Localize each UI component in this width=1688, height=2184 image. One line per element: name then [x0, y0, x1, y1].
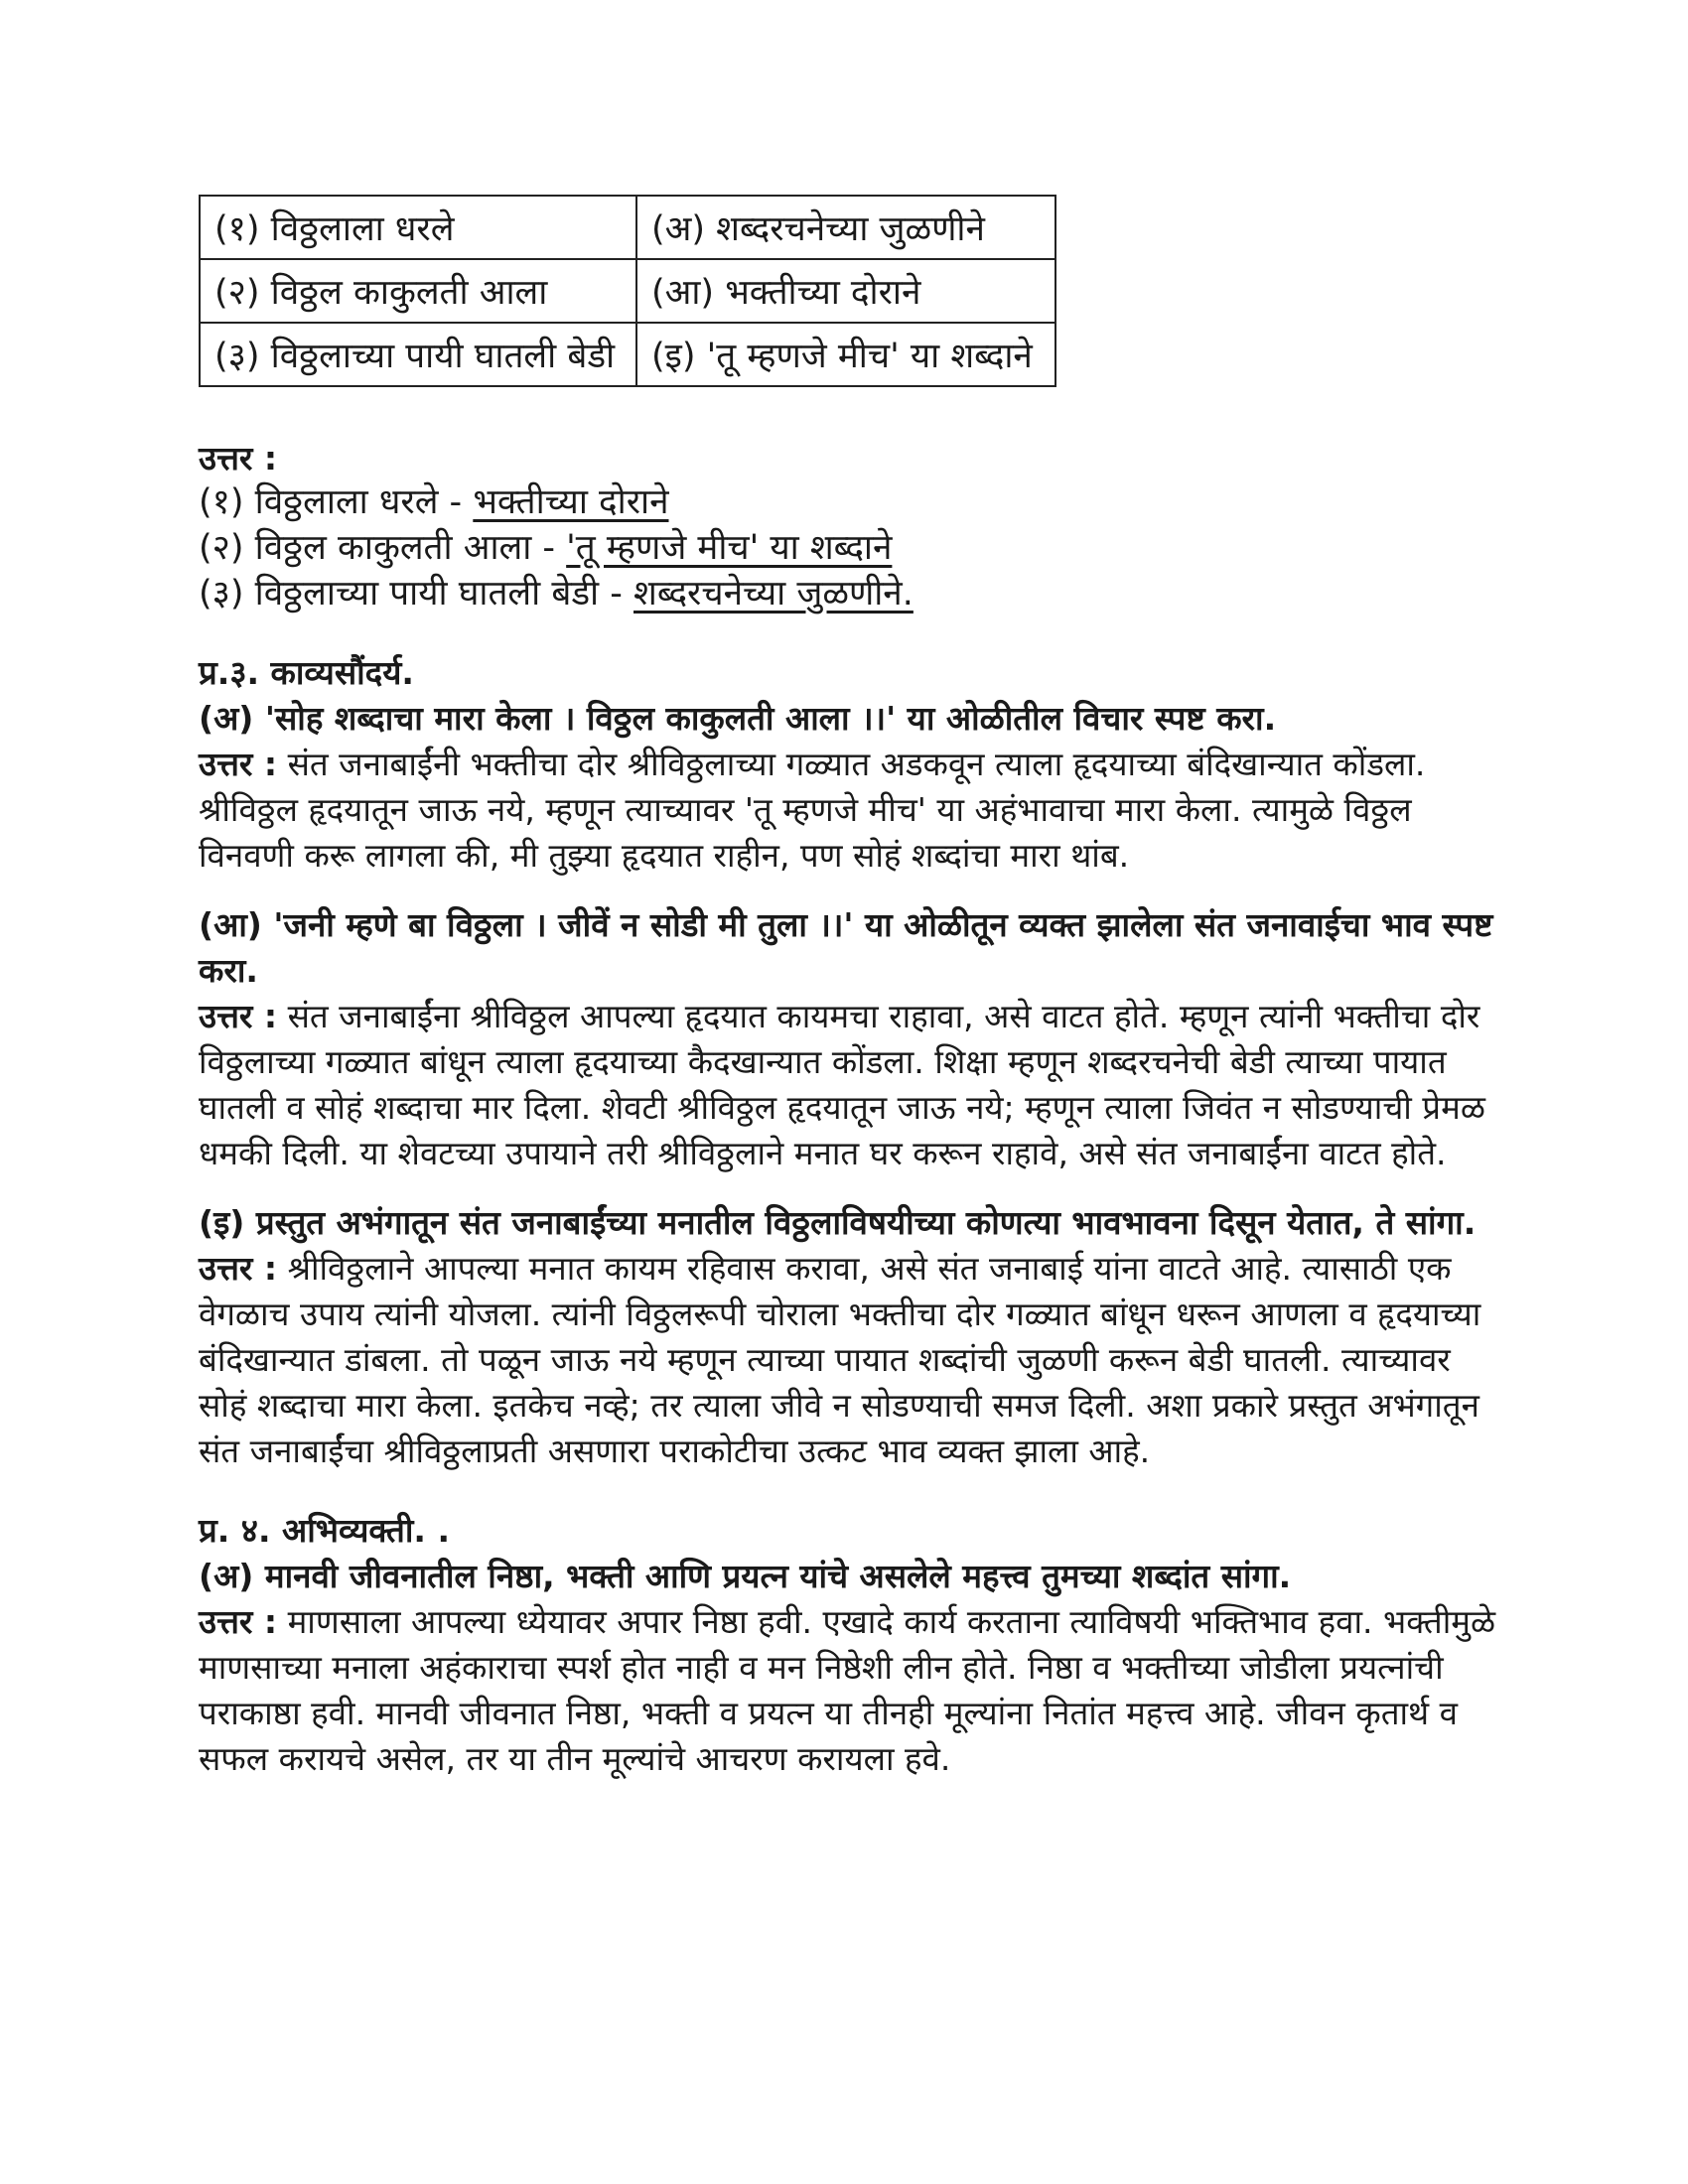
answer-heading: उत्तर : [199, 439, 278, 478]
answer-left: (२) विठ्ठल काकुलती आला - [199, 528, 567, 568]
answer-paragraph [199, 994, 1499, 1176]
answer-label: उत्तर : [199, 997, 278, 1035]
answer-right: 'तू म्हणजे मीच' या शब्दाने [566, 528, 893, 568]
answer-line [199, 479, 1499, 525]
question: (इ) प्रस्तुत अभंगातून संत जनाबाईंच्या मनातील विठ्ठलाविषयीच्या कोणत्या भावभावना दिसून येतात, ते सांगा. [199, 1203, 1477, 1242]
section-title: प्र. ४. अभिव्यक्ती. . [199, 1511, 450, 1550]
table-cell: (आ) भक्तीच्या दोराने [636, 259, 1055, 323]
table-row [200, 196, 1055, 259]
question: (आ) 'जनी म्हणे बा विठ्ठला । जीवें न सोडी मी तुला ।।' या ओळीतून व्यक्त झालेला संत जनावाईचा भाव स्पष्ट करा. [199, 905, 1493, 990]
answer-paragraph [199, 742, 1499, 879]
answer-text: संत जनाबाईंना श्रीविठ्ठल आपल्या हृदयात कायमचा राहावा, असे वाटत होते. म्हणून त्यांनी भक्तीचा दोर विठ्ठलाच्या गळ्यात बांधून त्याला हृदयाच्या कैदखान्यात कोंडला. शिक्षा म्हणून शब्दरचनेची बेडी त्याच्या पायात घातली व सोहं शब्दाचा मार दिला. शेवटी श्रीविठ्ठल हृदयातून जाऊ नये; म्हणून त्याला जिवंत न सोडण्याची प्रेमळ धमकी दिली. या शेवटच्या उपायाने तरी श्रीविठ्ठलाने मनात घर करून राहावे, असे संत जनाबाईंना वाटत होते. [199, 997, 1485, 1172]
match-table [199, 195, 1056, 387]
answer-line [199, 571, 1499, 616]
answer-line [199, 525, 1499, 571]
answer-right: शब्दरचनेच्या जुळणीने. [633, 574, 914, 614]
answer-text: संत जनाबाईंनी भक्तीचा दोर श्रीविठ्ठलाच्या गळ्यात अडकवून त्याला हृदयाच्या बंदिखान्यात कोंडला. श्रीविठ्ठल हृदयातून जाऊ नये, म्हणून त्याच्यावर 'तू म्हणजे मीच' या अहंभावाचा मारा केला. त्यामुळे विठ्ठल विनवणी करू लागला की, मी तुझ्या हृदयात राहीन, पण सोहं शब्दांचा मारा थांब. [199, 745, 1426, 875]
answer-right: भक्तीच्या दोराने [473, 482, 669, 522]
answer-label: उत्तर : [199, 1602, 278, 1641]
section-title: प्र.३. काव्यसौंदर्य. [199, 653, 414, 692]
question: (अ) 'सोह शब्दाचा मारा केला । विठ्ठल काकुलती आला ।।' या ओळीतील विचार स्पष्ट करा. [199, 699, 1277, 738]
answer-label: उत्तर : [199, 745, 278, 783]
table-cell: (अ) शब्दरचनेच्या जुळणीने [636, 196, 1055, 259]
answer-text: माणसाला आपल्या ध्येयावर अपार निष्ठा हवी. एखादे कार्य करताना त्याविषयी भक्तिभाव हवा. भक्तीमुळे माणसाच्या मनाला अहंकाराचा स्पर्श होत नाही व मन निष्ठेशी लीन होते. निष्ठा व भक्तीच्या जोडीला प्रयत्नांची पराकाष्ठा हवी. मानवी जीवनात निष्ठा, भक्ती व प्रयत्न या तीनही मूल्यांना नितांत महत्त्व आहे. जीवन कृतार्थ व सफल करायचे असेल, तर या तीन मूल्यांचे आचरण करायला हवे. [199, 1602, 1496, 1778]
table-cell: (३) विठ्ठलाच्या पायी घातली बेडी [200, 323, 636, 386]
answer-text: श्रीविठ्ठलाने आपल्या मनात कायम रहिवास करावा, असे संत जनाबाई यांना वाटते आहे. त्यासाठी एक वेगळाच उपाय त्यांनी योजला. त्यांनी विठ्ठलरूपी चोराला भक्तीचा दोर गळ्यात बांधून धरून आणला व हृदयाच्या बंदिखान्यात डांबला. तो पळून जाऊ नये म्हणून त्याच्या पायात शब्दांची जुळणी करून बेडी घातली. त्याच्यावर सोहं शब्दाचा मारा केला. इतकेच नव्हे; तर त्याला जीवे न सोडण्याची समज दिली. अशा प्रकारे प्रस्तुत अभंगातून संत जनाबाईंचा श्रीविठ्ठलाप्रती असणारा पराकोटीचा उत्कट भाव व्यक्त झाला आहे. [199, 1249, 1481, 1470]
answer-left: (३) विठ्ठलाच्या पायी घातली बेडी - [199, 574, 634, 614]
table-cell: (इ) 'तू म्हणजे मीच' या शब्दाने [636, 323, 1055, 386]
table-cell: (१) विठ्ठलाला धरले [200, 196, 636, 259]
table-row [200, 259, 1055, 323]
answer-label: उत्तर : [199, 1249, 278, 1288]
answer-left: (१) विठ्ठलाला धरले - [199, 482, 474, 522]
table-cell: (२) विठ्ठल काकुलती आला [200, 259, 636, 323]
answer-paragraph [199, 1246, 1499, 1474]
document-page [199, 195, 1499, 1782]
answer-paragraph [199, 1599, 1499, 1782]
question: (अ) मानवी जीवनातील निष्ठा, भक्ती आणि प्रयत्न यांचे असलेले महत्त्व तुमच्या शब्दांत सांगा. [199, 1557, 1292, 1595]
table-row [200, 323, 1055, 386]
